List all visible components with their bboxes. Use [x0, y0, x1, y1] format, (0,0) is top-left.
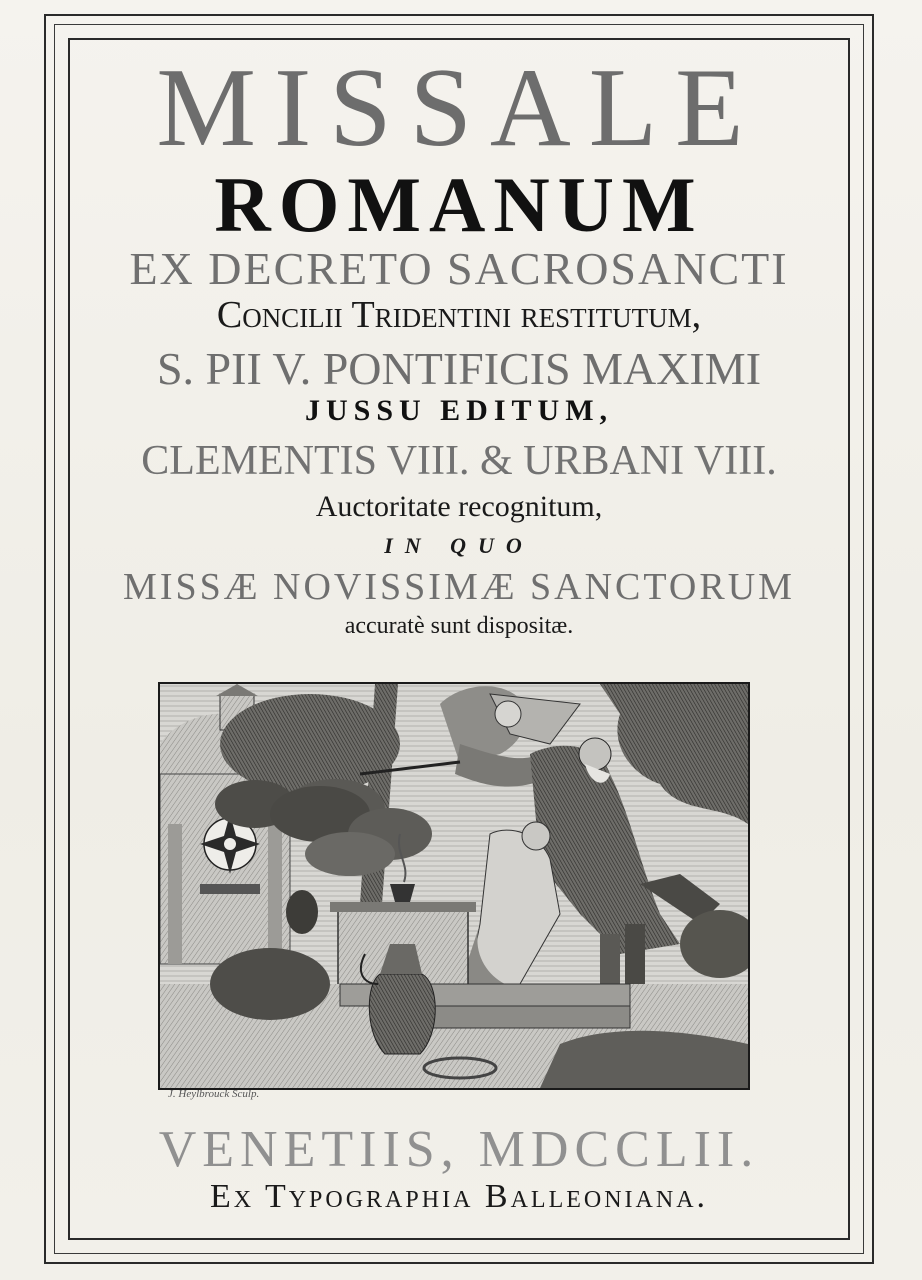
- subtitle-auctoritate: Auctoritate recognitum,: [315, 490, 603, 523]
- title-romanum: ROMANUM: [214, 161, 704, 248]
- title-missale: MISSALE: [156, 46, 762, 170]
- subtitle-clement-urban: CLEMENTIS VIII. & URBANI VIII.: [141, 438, 777, 484]
- engraving-sacrifice-of-isaac: [158, 682, 750, 1090]
- subtitle-decree: EX DECRETO SACROSANCTI: [129, 243, 789, 294]
- subtitle-council: Concilii Tridentini restitutum,: [216, 294, 702, 336]
- subtitle-missae: MISSÆ NOVISSIMÆ SANCTORUM: [123, 566, 795, 608]
- subtitle-accurate: accuratè sunt dispositæ.: [344, 613, 574, 639]
- imprint-printer: Ex Typographia Balleoniana.: [209, 1178, 709, 1215]
- subtitle-in-quo: IN QUO: [384, 533, 534, 558]
- engraver-signature: J. Heylbrouck Sculp.: [168, 1088, 260, 1100]
- subtitle-jussu: JUSSU EDITUM,: [304, 394, 614, 427]
- imprint-place-date: VENETIIS, MDCCLII.: [158, 1121, 760, 1178]
- subtitle-pius: S. PII V. PONTIFICIS MAXIMI: [156, 343, 762, 394]
